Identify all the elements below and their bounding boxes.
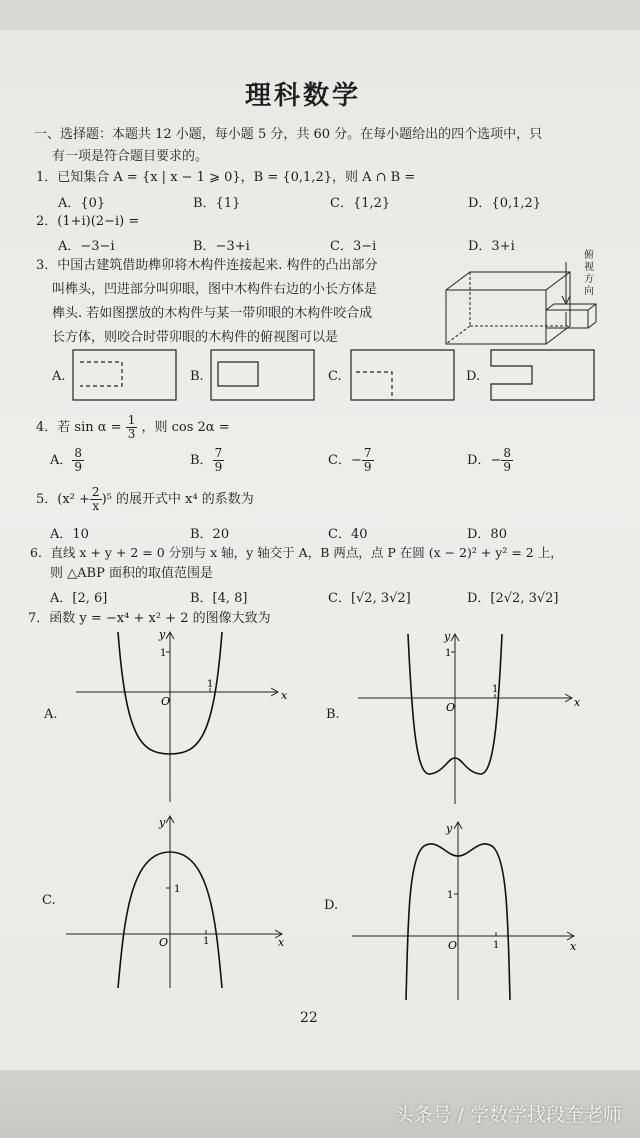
- q7-c-axis-y: y: [159, 816, 166, 829]
- q1-option-c: C．{1,2}: [330, 196, 391, 211]
- q4-b-label: B．: [190, 453, 213, 468]
- q4-stem: [36, 414, 230, 442]
- q7-a-axis-x: x: [281, 689, 288, 702]
- q2-option-b: B．−3+i: [193, 239, 250, 254]
- q6-option-a: A．[2, 6]: [50, 591, 108, 606]
- q1-stem: 1．已知集合 A = {x | x − 1 ⩾ 0}，B = {0,1,2}，则 A ∩ B =: [36, 170, 416, 185]
- q3-option-c-view: [348, 348, 458, 402]
- q5-option-c: C．40: [328, 527, 368, 542]
- q5-option-a: A．10: [50, 527, 89, 542]
- q4-d-sign: −: [490, 453, 502, 468]
- q6-option-b: B．[4, 8]: [190, 591, 248, 606]
- q3-stem-line-2: 叫榫头，凹进部分叫卯眼，图中木构件右边的小长方体是: [52, 282, 378, 297]
- q7-a-tick-x: 1: [207, 679, 214, 690]
- q3-option-d-letter: D.: [466, 369, 481, 384]
- q3-option-b-letter: B.: [190, 369, 204, 384]
- q7-option-b-letter: B.: [326, 707, 340, 722]
- q7-graph-b: [352, 628, 582, 808]
- q7-option-d-letter: D.: [324, 898, 339, 913]
- q4-c-num: 7: [363, 446, 372, 460]
- q7-option-c-letter: C.: [42, 893, 56, 908]
- q3-option-d-view: [488, 348, 600, 402]
- q7-b-axis-y: y: [444, 630, 451, 643]
- q7-graph-d: [346, 818, 586, 1004]
- q3-stem-line-4: 长方体，则咬合时带卯眼的木构件的俯视图可以是: [52, 330, 339, 345]
- q5-frac-num: 2: [91, 485, 100, 499]
- q7-d-tick-y: 1: [447, 890, 454, 901]
- q4-c-label: C．: [328, 453, 351, 468]
- q4-c-den: 9: [363, 460, 372, 474]
- q4-b-num: 7: [214, 446, 223, 460]
- q7-d-axis-y: y: [446, 822, 453, 835]
- q4-stem-prefix: 4．若 sin α =: [36, 420, 122, 435]
- q2-option-a: A．−3−i: [58, 239, 115, 254]
- q7-c-origin: O: [159, 936, 169, 949]
- q2-stem: 2．(1+i)(2−i) =: [36, 214, 140, 229]
- q4-option-d: [467, 446, 513, 476]
- q4-c-frac: [362, 447, 374, 474]
- q6-option-d: D．[2√2, 3√2]: [467, 591, 559, 606]
- q4-d-frac: [501, 447, 513, 474]
- q3-option-a-letter: A.: [52, 369, 66, 384]
- q1-option-a: A．{0}: [58, 196, 106, 211]
- q7-stem: 7．函数 y = −x⁴ + x² + 2 的图像大致为: [28, 611, 271, 626]
- q4-frac-den: 3: [127, 427, 136, 441]
- q5-frac-den: x: [92, 499, 100, 513]
- q5-stem-fraction: [90, 486, 102, 513]
- watermark: 头条号 / 学数学找段奎老师: [394, 1104, 622, 1126]
- q4-c-sign: −: [350, 453, 362, 468]
- q5-stem-prefix: 5．(x² +: [36, 492, 90, 507]
- q7-option-a-letter: A.: [44, 707, 58, 722]
- q7-d-origin: O: [448, 939, 458, 952]
- q4-option-c: [328, 446, 374, 476]
- q4-b-den: 9: [214, 460, 223, 474]
- q7-a-axis-y: y: [159, 628, 166, 641]
- q4-frac-num: 1: [127, 413, 136, 427]
- q4-a-num: 8: [74, 446, 83, 460]
- q6-stem-line-2: 则 △ABP 面积的取值范围是: [50, 566, 213, 581]
- q7-d-tick-x: 1: [493, 940, 500, 951]
- page-number: 22: [300, 1010, 318, 1026]
- q4-d-den: 9: [503, 460, 511, 474]
- page-title: 理科数学: [245, 81, 362, 111]
- view-direction-label: 俯视方向: [584, 250, 594, 297]
- q3-stem-line-1: 3．中国古建筑借助榫卯将木构件连接起来. 构件的凸出部分: [36, 258, 378, 273]
- q7-c-tick-y: 1: [174, 884, 181, 895]
- q7-a-origin: O: [161, 695, 171, 708]
- q4-stem-fraction: [126, 414, 138, 441]
- q7-graph-c: [60, 812, 296, 992]
- q4-a-frac: [72, 447, 84, 474]
- q4-a-label: A．: [50, 453, 73, 468]
- q4-b-frac: [213, 447, 225, 474]
- section-instructions-line-1: 一、选择题：本题共 12 小题，每小题 5 分，共 60 分。在每小题给出的四个选项中，只: [34, 127, 543, 142]
- q1-option-d: D．{0,1,2}: [468, 196, 542, 211]
- q4-option-a: [50, 446, 84, 476]
- q3-option-a-view: [70, 348, 180, 402]
- q4-a-den: 9: [74, 460, 83, 474]
- q6-option-c: C．[√2, 3√2]: [328, 591, 411, 606]
- q7-b-tick-y: 1: [445, 648, 452, 659]
- q6-stem-line-1: 6．直线 x + y + 2 = 0 分别与 x 轴，y 轴交于 A，B 两点，点 P 在圆 (x − 2)² + y² = 2 上，: [30, 545, 563, 560]
- q2-option-d: D．3+i: [468, 239, 515, 254]
- q7-b-axis-x: x: [574, 696, 581, 709]
- q5-stem: [36, 486, 254, 514]
- q5-stem-suffix: )⁵ 的展开式中 x⁴ 的系数为: [101, 492, 254, 507]
- q2-option-c: C．3−i: [330, 239, 377, 254]
- q7-a-tick-y: 1: [160, 648, 167, 659]
- q4-stem-suffix: ，则 cos 2α =: [141, 420, 230, 435]
- q4-d-num: 8: [503, 446, 511, 460]
- q3-stem-line-3: 榫头. 若如图摆放的木构件与某一带卯眼的木构件咬合成: [52, 306, 373, 321]
- q5-option-d: D．80: [467, 527, 507, 542]
- q7-d-axis-x: x: [570, 940, 577, 953]
- q7-graph-a: [70, 626, 290, 806]
- q3-option-c-letter: C.: [328, 369, 342, 384]
- q1-option-b: B．{1}: [193, 196, 241, 211]
- q7-c-tick-x: 1: [203, 936, 210, 947]
- q5-option-b: B．20: [190, 527, 230, 542]
- q4-option-b: [190, 446, 224, 476]
- q7-b-origin: O: [446, 701, 456, 714]
- q7-b-tick-x: 1: [492, 684, 499, 695]
- section-instructions-line-2: 有一项是符合题目要求的。: [52, 149, 209, 164]
- q3-option-b-view: [208, 348, 318, 402]
- q7-c-axis-x: x: [278, 936, 285, 949]
- q4-d-label: D．: [467, 453, 491, 468]
